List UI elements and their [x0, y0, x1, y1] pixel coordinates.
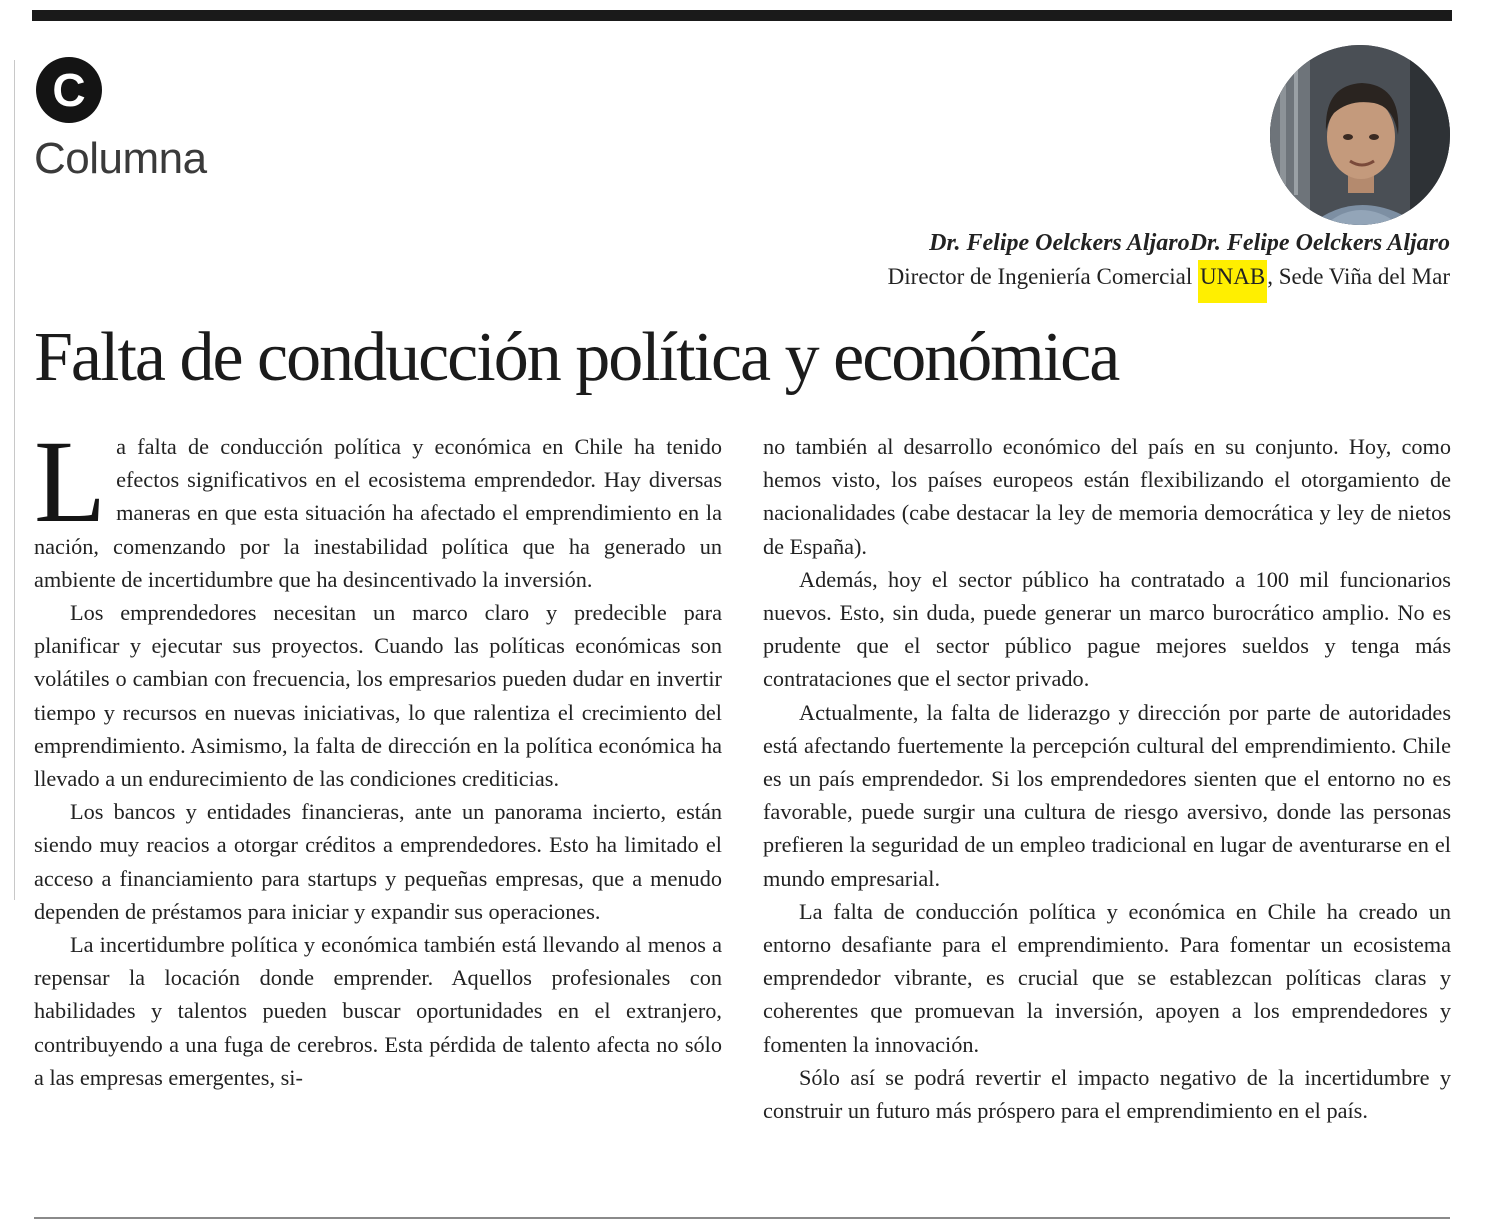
article-column-right: [763, 430, 1451, 1127]
paragraph: [34, 416, 722, 596]
paragraph: La falta de conducción política y económica en Chile ha creado un entorno desafiante para el emprendimiento. Para fomentar un ecosistema emprendedor vibrante, es crucial que se establezcan políticas claras y coherentes que promuevan la inversión, apoyen a los emprendedores y fomenten la innovación.: [763, 898, 1451, 1057]
headline: Falta de conducción política y económica: [34, 319, 1119, 396]
paragraph: Los emprendedores necesitan un marco claro y predecible para planificar y ejecutar sus proyectos. Cuando las políticas económicas son volátiles o cambian con frecuencia, los empresarios pueden dudar en invertir tiempo y recursos en nuevas iniciativas, lo que ralentiza el crecimiento del emprendimiento. Asimismo, la falta de dirección en la política económica ha llevado a un endurecimiento de las condiciones crediticias.: [34, 600, 722, 792]
top-rule: [32, 10, 1452, 21]
paragraph: Sólo así se podrá revertir el impacto negativo de la incertidumbre y construir un futuro más próspero para el emprendimiento en el país.: [763, 1064, 1451, 1124]
author-name: Dr. Felipe Oelckers AljaroDr. Felipe Oelckers Aljaro: [929, 230, 1450, 256]
paragraph: Actualmente, la falta de liderazgo y dirección por parte de autoridades está afectando fuertemente la percepción cultural del emprendimiento. Chile es un país emprendedor. Si los emprendedores sienten que el entorno no es favorable, puede surgir una cultura de riesgo aversivo, donde las personas prefieren la seguridad de un empleo tradicional en lugar de aventurarse en el mundo empresarial.: [763, 699, 1451, 891]
paragraph: Los bancos y entidades financieras, ante un panorama incierto, están siendo muy reacios a otorgar créditos a emprendedores. Esto ha limitado el acceso a financiamiento para startups y pequeñas empresas, que a menudo dependen de préstamos para iniciar y expandir sus operaciones.: [34, 799, 722, 924]
author-role-highlight: UNAB: [1198, 260, 1267, 303]
section-badge: C: [36, 57, 102, 123]
drop-cap: L: [34, 416, 107, 547]
author-photo: [1270, 45, 1450, 225]
left-margin-rule: [14, 60, 15, 900]
author-role-suffix: , Sede Viña del Mar: [1267, 264, 1450, 289]
paragraph: La incertidumbre política y económica también está llevando al menos a repensar la locación donde emprender. Aquellos profesionales con habilidades y talentos pueden buscar oportunidades en el extranjero, contribuyendo a una fuga de cerebros. Esta pérdida de talento afecta no sólo a las empresas emergentes, si-: [34, 932, 722, 1090]
author-role: [888, 264, 1450, 290]
section-label: Columna: [34, 134, 207, 183]
article-column-left: [34, 416, 722, 1094]
author-role-prefix: Director de Ingeniería Comercial: [887, 264, 1199, 289]
paragraph: Además, hoy el sector público ha contratado a 100 mil funcionarios nuevos. Esto, sin duda, puede generar un marco burocrático amplio. No es prudente que el sector público pague mejores sueldos y tenga más contrataciones que el sector privado.: [763, 566, 1451, 692]
paragraph: no también al desarrollo económico del país en su conjunto. Hoy, como hemos visto, los países europeos están flexibilizando el otorgamiento de nacionalidades (cabe destacar la ley de memoria democrática y ley de nietos de España).: [763, 434, 1451, 559]
bottom-rule: [34, 1217, 1450, 1219]
paragraph-text: a falta de conducción política y económica en Chile ha tenido efectos significativos en el ecosistema emprendedor. Hay diversas maneras en que esta situación ha afectado el emprendimiento en la nación, comenzando por la inestabilidad política que ha generado un ambiente de incertidumbre que ha desincentivado la inversión.: [34, 434, 722, 592]
